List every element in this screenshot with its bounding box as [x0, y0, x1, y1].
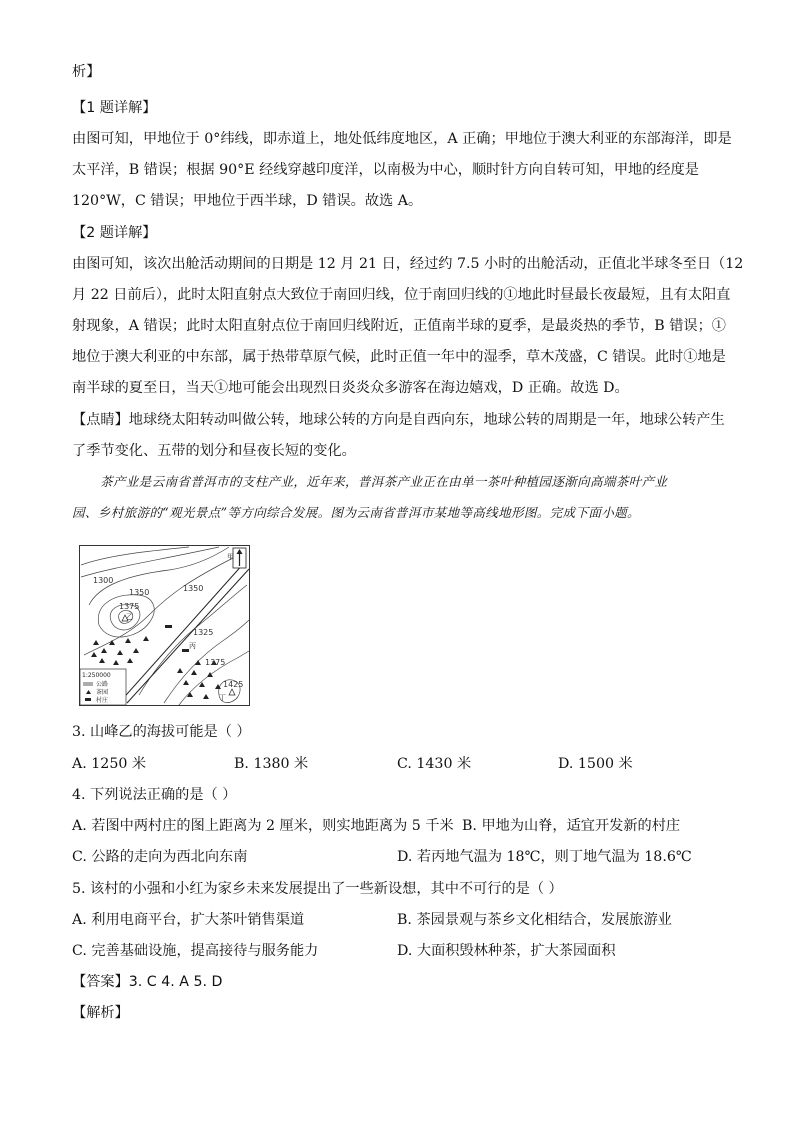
option: B. 1380 米 [234, 756, 309, 772]
contour-map-svg [79, 545, 250, 706]
answer-line: 【答案】3. C 4. A 5. D [72, 974, 223, 990]
option: B. 甲地为山脊，适宜开发新的村庄 [462, 818, 681, 834]
option: C. 1430 米 [397, 756, 472, 772]
option: D. 若丙地气温为 18℃，则丁地气温为 18.6℃ [397, 849, 692, 865]
text-line: 由图可知，该次出舱活动期间的日期是 12 月 21 日，经过约 7.5 小时的出舱活动，正值北半球冬至日（12 [72, 256, 744, 272]
text-line: 120°W，C 错误；甲地位于西半球，D 错误。故选 A。 [72, 193, 423, 209]
place-label: 丙 [189, 642, 196, 650]
section-heading: 【1 题详解】 [72, 100, 157, 116]
contour-label: 1350 [183, 584, 204, 593]
contour-label: 1425 [223, 680, 244, 689]
contour-label: 1300 [93, 576, 114, 585]
contour-label: 1375 [119, 602, 140, 611]
text-line: 析】 [72, 64, 101, 80]
scale-label: 1:250000 [82, 672, 111, 679]
option: D. 1500 米 [558, 756, 633, 772]
legend-tea: 茶园 [96, 689, 109, 696]
option: D. 大面积毁林种茶，扩大茶园面积 [397, 943, 616, 959]
question-stem: 3. 山峰乙的海拔可能是（ ） [72, 724, 251, 740]
legend-road: 公路 [96, 681, 109, 688]
option: A. 利用电商平台，扩大茶叶销售渠道 [72, 912, 305, 928]
option: C. 公路的走向为西北向东南 [72, 849, 248, 865]
option: A. 1250 米 [72, 756, 147, 772]
contour-label: 1375 [205, 658, 226, 667]
text-line: 地位于澳大利亚的中东部，属于热带草原气候，此时正值一年中的湿季，草木茂盛，C 错误。此时①地是 [72, 349, 726, 365]
place-label: 丁 [219, 694, 226, 702]
text-line: 了季节变化、五带的划分和昼夜长短的变化。 [72, 443, 356, 459]
option: C. 完善基础设施，提高接待与服务能力 [72, 943, 319, 959]
legend-village: 村庄 [96, 697, 109, 704]
text-line: 太平洋，B 错误；根据 90°E 经线穿越印度洋，以南极为中心，顺时针方向自转可知，甲地的经度是 [72, 162, 699, 178]
place-label: 甲 [227, 553, 234, 561]
text-line: 月 22 日前后），此时太阳直射点大致位于南回归线，位于南回归线的①地此时昼最长夜最短，且有太阳直 [72, 287, 731, 303]
place-label: 乙 [126, 613, 133, 621]
contour-label: 1325 [193, 628, 214, 637]
analysis-heading: 【解析】 [72, 1005, 129, 1021]
section-heading: 【2 题详解】 [72, 225, 157, 241]
option: B. 茶园景观与茶乡文化相结合，发展旅游业 [397, 912, 672, 928]
question-stem: 5. 该村的小强和小红为家乡未来发展提出了一些新设想，其中不可行的是（ ） [72, 881, 563, 897]
question-stem: 4. 下列说法正确的是（ ） [72, 787, 237, 803]
text-line: 射现象，A 错误；此时太阳直射点位于南回归线附近，正值南半球的夏季，是最炎热的季节，B 错误；① [72, 318, 726, 334]
text-line: 南半球的夏至日，当天①地可能会出现烈日炎炎众多游客在海边嬉戏，D 正确。故选 D。 [72, 380, 629, 396]
option: A. 若图中两村庄的图上距离为 2 厘米，则实地距离为 5 千米 [72, 818, 454, 834]
passage-line: 茶产业是云南省普洱市的支柱产业，近年来，普洱茶产业正在由单一茶叶种植园逐渐向高端茶叶产业 [100, 474, 668, 489]
text-line: 【点睛】地球绕太阳转动叫做公转，地球公转的方向是自西向东，地球公转的周期是一年，地球公转产生 [72, 412, 725, 428]
contour-label: 1350 [129, 588, 150, 597]
passage-line: 园、乡村旅游的“观光景点”等方向综合发展。图为云南省普洱市某地等高线地形图。完成下面小题。 [72, 505, 640, 520]
contour-map [79, 545, 250, 706]
text-line: 由图可知，甲地位于 0°纬线，即赤道上，地处低纬度地区，A 正确；甲地位于澳大利亚的东部海洋，即是 [72, 131, 732, 147]
